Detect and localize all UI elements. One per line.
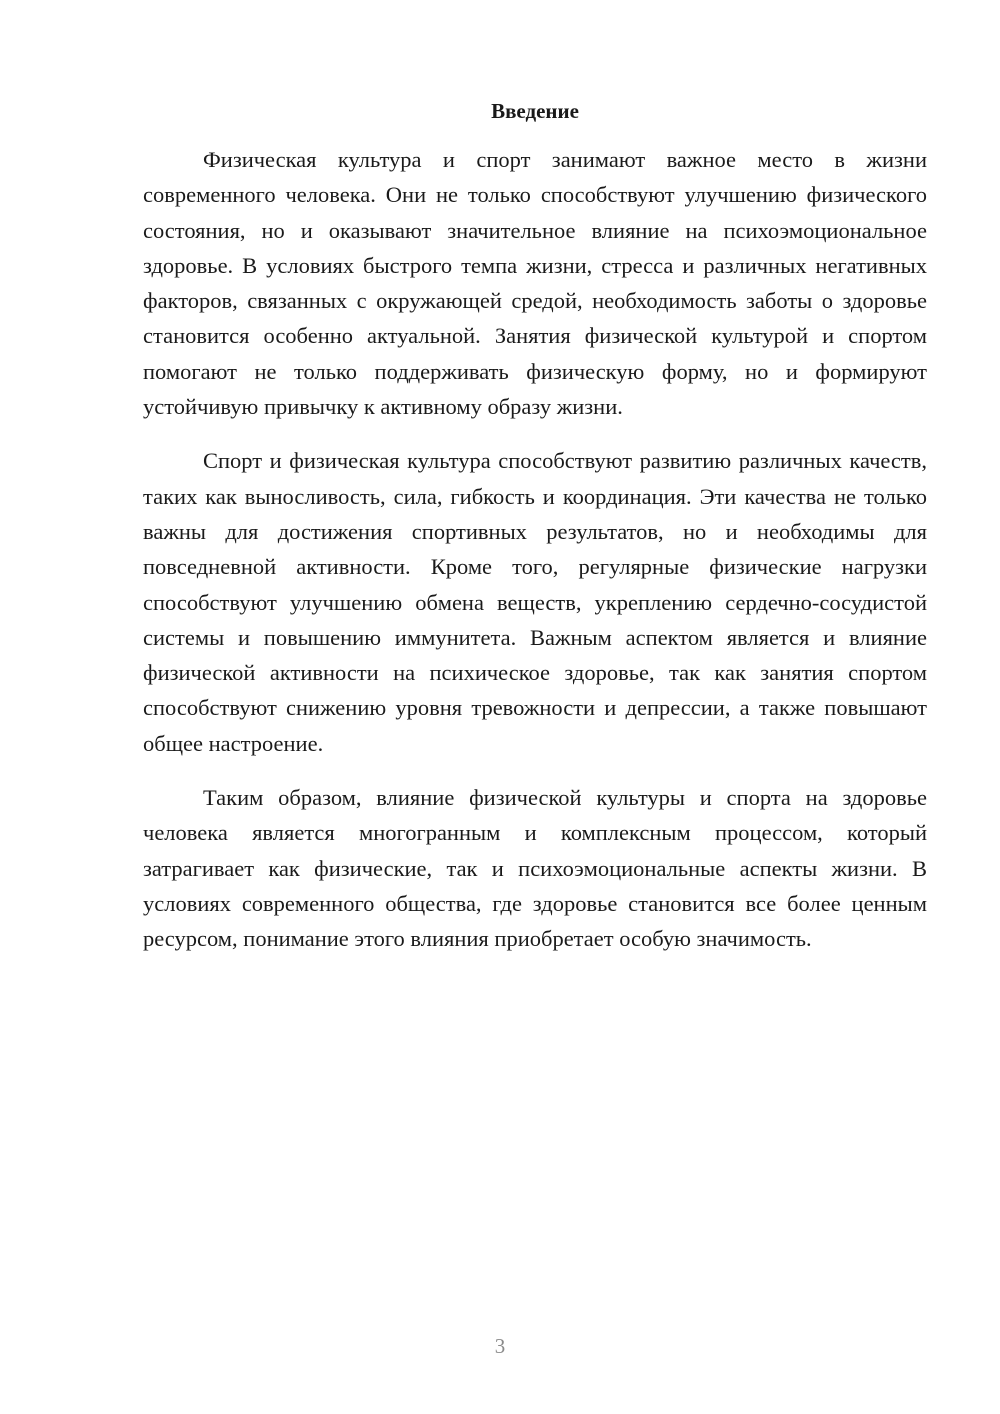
section-heading: Введение: [491, 99, 579, 123]
paragraph-1: Физическая культура и спорт занимают важное место в жизни современного человека. Они не только способствуют улучшению физического состояния, но и оказывают значительное влияние на психоэмоциональное здоровье. В условиях быстрого темпа жизни, стресса и различных негативных факторов, связанных с окружающей средой, необходимость заботы о здоровье становится особенно актуальной. Занятия физической культурой и спортом помогают не только поддерживать физическую форму, но и формируют устойчивую привычку к активному образу жизни.: [143, 147, 927, 420]
paragraph-2: Спорт и физическая культура способствуют развитию различных качеств, таких как выносливость, сила, гибкость и координация. Эти качества не только важны для достижения спортивных результатов, но и необходимы для повседневной активности. Кроме того, регулярные физические нагрузки способствуют улучшению обмена веществ, укреплению сердечно-сосудистой системы и повышению иммунитета. Важным аспектом является и влияние физической активности на психическое здоровье, так как занятия спортом способствуют снижению уровня тревожности и депрессии, а также повышают общее настроение.: [143, 448, 927, 756]
paragraph-3: Таким образом, влияние физической культуры и спорта на здоровье человека является многогранным и комплексным процессом, который затрагивает как физические, так и психоэмоциональные аспекты жизни. В условиях современного общества, где здоровье становится все более ценным ресурсом, понимание этого влияния приобретает особую значимость.: [143, 785, 927, 952]
page-number: 3: [494, 1334, 506, 1358]
page-content: [143, 94, 927, 976]
